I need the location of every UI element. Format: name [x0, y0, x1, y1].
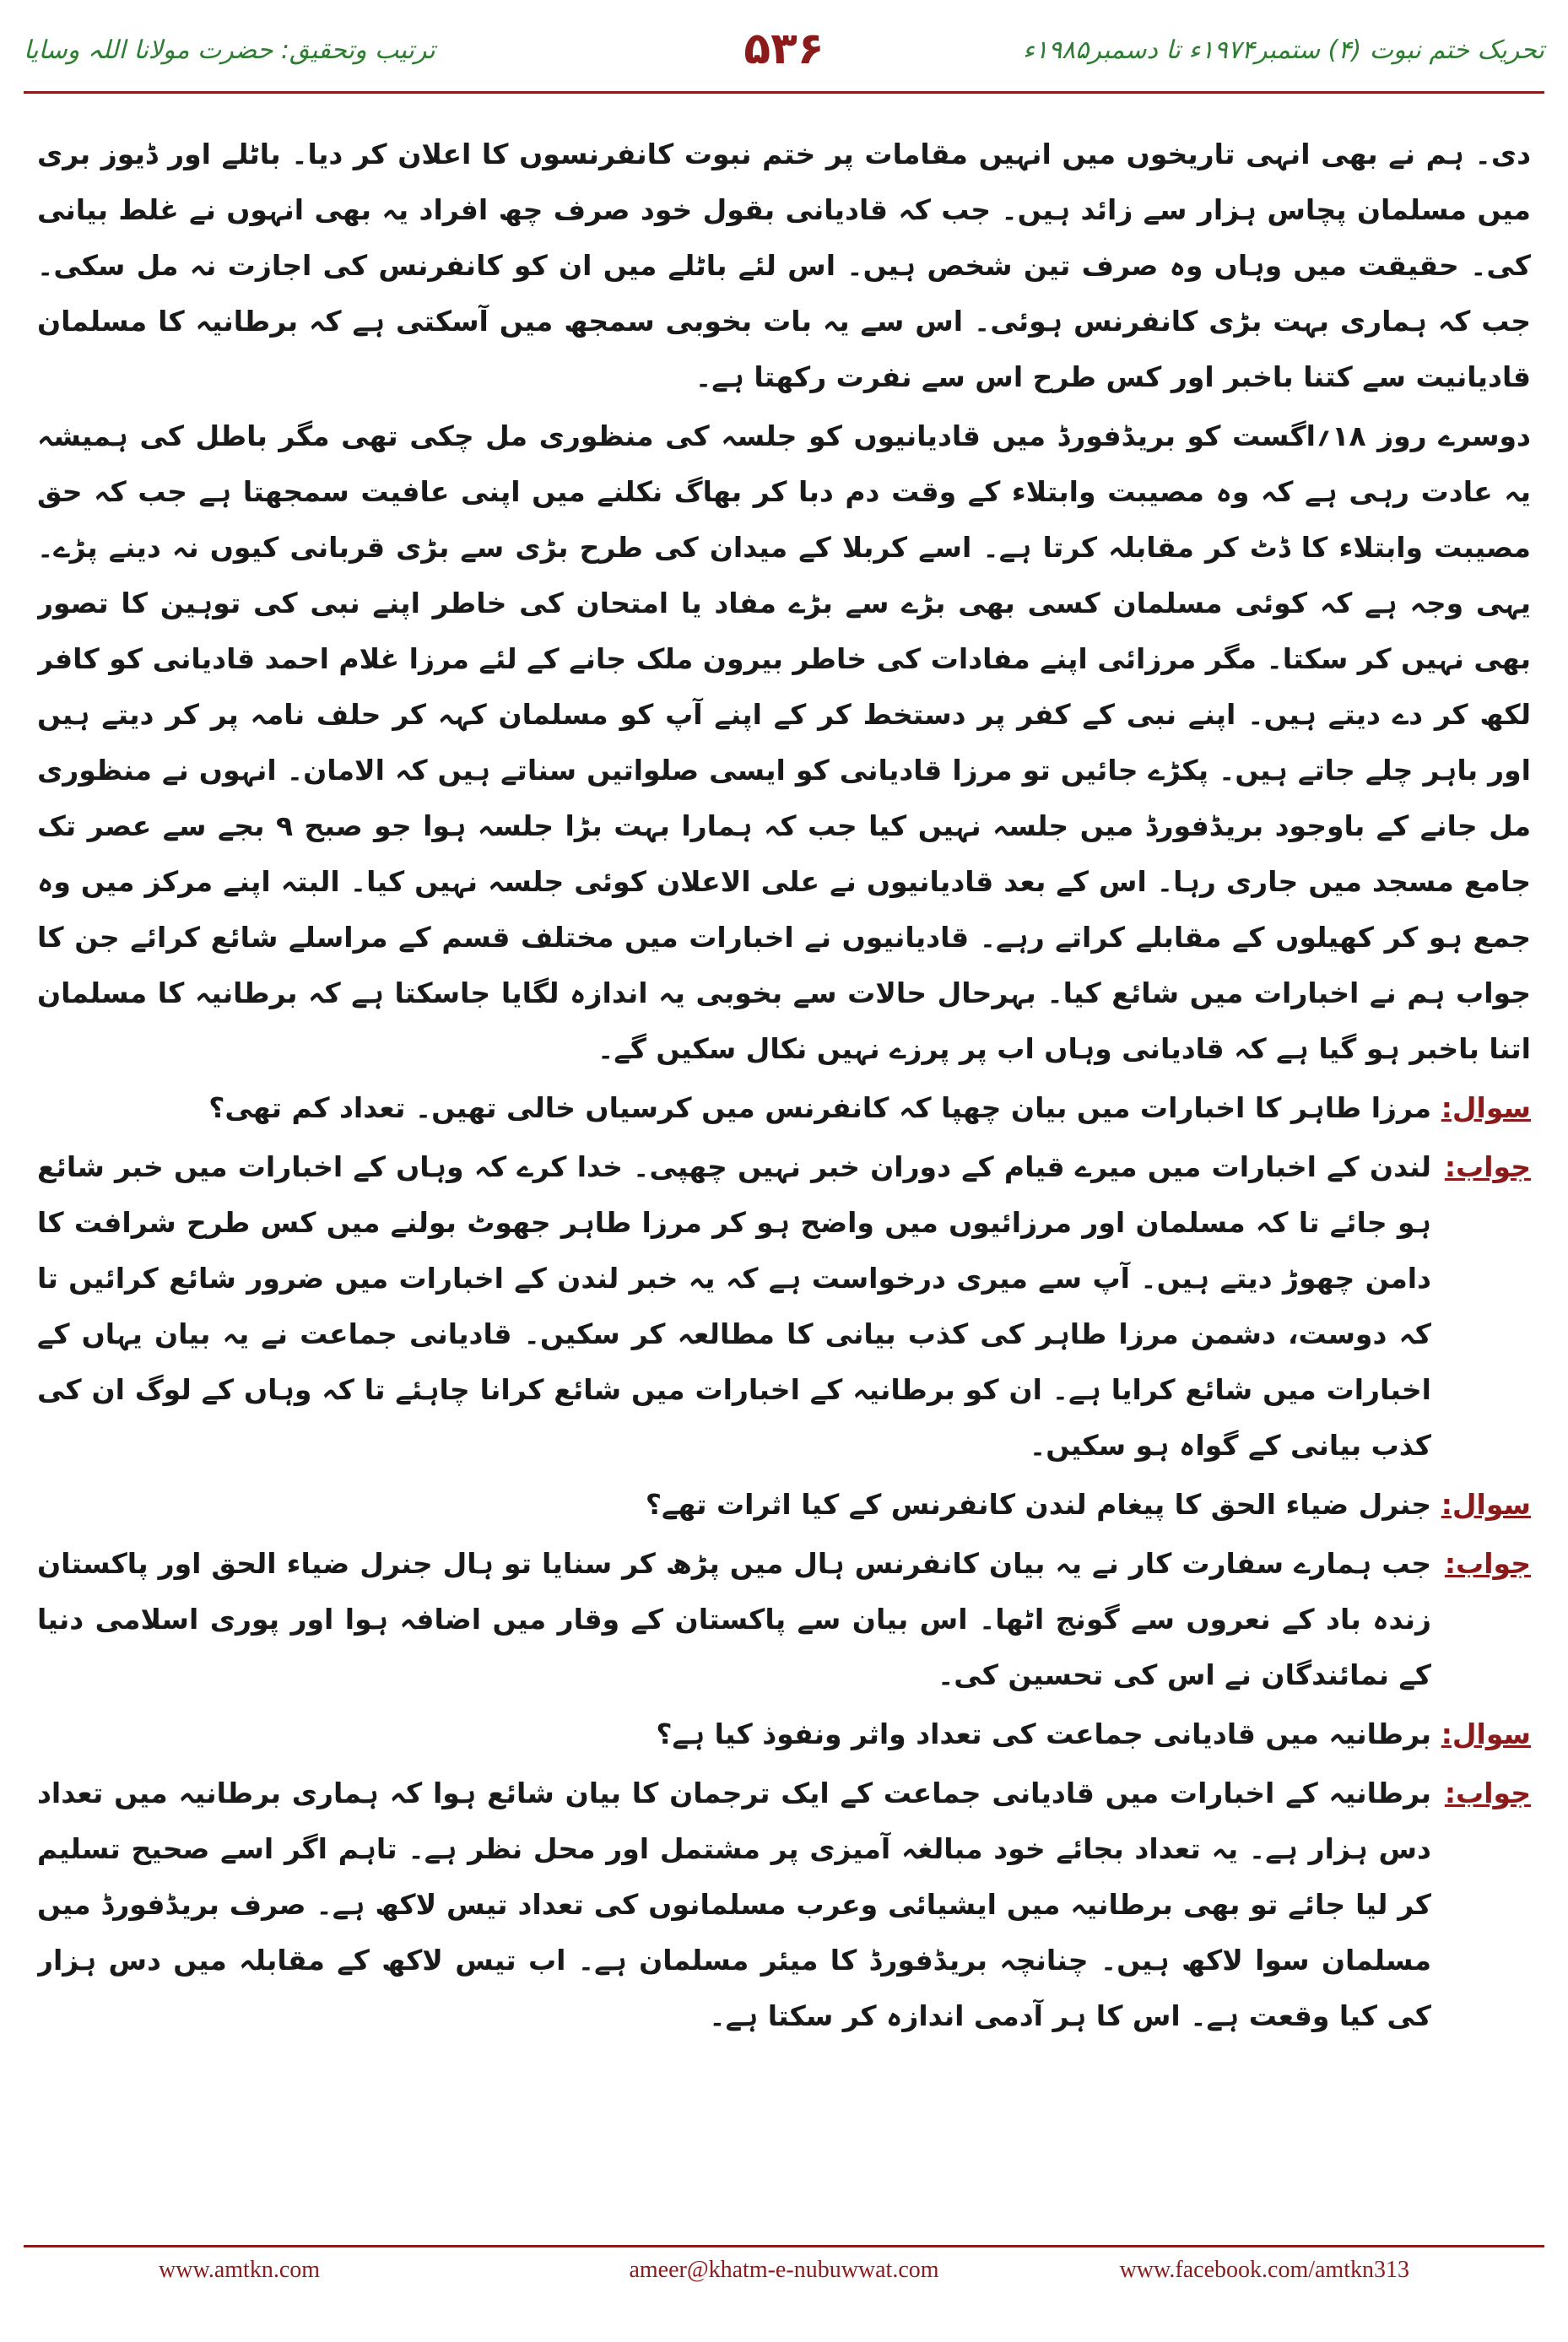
answer-text: لندن کے اخبارات میں میرے قیام کے دوران خبر نہیں چھپی۔ خدا کرے کہ وہاں کے اخبارات میں خبر شائع ہو جائے تا کہ مسلمان اور مرزائیوں میں واضح ہو کر مرزا طاہر جھوٹ بولنے میں کس طرح شرافت کا دامن چھوڑ دیتے ہیں۔ آپ سے میری درخواست ہے کہ یہ خبر لندن کے اخبارات میں ضرور شائع کرائیں تا کہ دوست، دشمن مرزا طاہر کی کذب بیانی کا مطالعہ کر سکیں۔ قادیانی جماعت نے یہ بیان یہاں کے اخبارات میں شائع کرایا ہے۔ ان کو برطانیہ کے اخبارات میں شائع کرانا چاہئے تا کہ وہاں کے لوگ ان کی کذب بیانی کے گواہ ہو سکیں۔: [37, 1150, 1431, 1462]
qa-item: [37, 1706, 1531, 1762]
page-footer: [24, 2253, 1544, 2296]
qa-item: [37, 1477, 1531, 1533]
answer-text: برطانیہ کے اخبارات میں قادیانی جماعت کے ایک ترجمان کا بیان شائع ہوا کہ ہماری برطانیہ میں تعداد دس ہزار ہے۔ یہ تعداد بجائے خود مبالغہ آمیزی پر مشتمل اور محل نظر ہے۔ تاہم اگر اسے صحیح تسلیم کر لیا جائے تو بھی برطانیہ میں ایشیائی وعرب مسلمانوں کی تعداد تیس لاکھ ہے۔ صرف بریڈفورڈ میں مسلمان سوا لاکھ ہیں۔ چنانچہ بریڈفورڈ کا میئر مسلمان ہے۔ اب تیس لاکھ کے مقابلہ میں دس ہزار کی کیا وقعت ہے۔ اس کا ہر آدمی اندازہ کر سکتا ہے۔: [37, 1777, 1431, 2032]
email-link[interactable]: ameer@khatm-e-nubuwwat.com: [629, 2257, 939, 2283]
page-header: [24, 24, 1544, 91]
body-paragraph: دوسرے روز ۱۸؍اگست کو بریڈفورڈ میں قادیانیوں کو جلسہ کی منظوری مل چکی تھی مگر باطل کی ہمیشہ یہ عادت رہی ہے کہ وہ مصیبت وابتلاء کے وقت دم دبا کر بھاگ نکلنے میں اپنی عافیت سمجھتا ہے جب کہ حق مصیبت وابتلاء کا ڈٹ کر مقابلہ کرتا ہے۔ اسے کربلا کے میدان کی طرح بڑی سے بڑی قربانی کیوں نہ دینے پڑے۔ یہی وجہ ہے کہ کوئی مسلمان کسی بھی بڑے سے بڑے مفاد یا امتحان کی خاطر اپنے نبی کی توہین کا تصور بھی نہیں کر سکتا۔ مگر مرزائی اپنے مفادات کی خاطر بیرون ملک جانے کے لئے مرزا غلام احمد قادیانی کو کافر لکھ کر دے دیتے ہیں۔ اپنے نبی کے کفر پر دستخط کر کے اپنے آپ کو مسلمان کہہ کر حلف نامہ پر کر دیتے ہیں اور باہر چلے جاتے ہیں۔ پکڑے جائیں تو مرزا قادیانی کو ایسی صلواتیں سناتے ہیں کہ الامان۔ انہوں نے منظوری مل جانے کے باوجود بریڈفورڈ میں جلسہ نہیں کیا جب کہ ہمارا بہت بڑا جلسہ ہوا جو صبح ۹ بجے سے عصر تک جامع مسجد میں جاری رہا۔ اس کے بعد قادیانیوں نے علی الاعلان کوئی جلسہ نہیں کیا۔ البتہ اپنے مرکز میں وہ جمع ہو کر کھیلوں کے مقابلے کراتے رہے۔ قادیانیوں نے اخبارات میں مختلف قسم کے مراسلے شائع کرائے جن کا جواب ہم نے اخبارات میں شائع کیا۔ بہرحال حالات سے بخوبی یہ اندازہ لگایا جاسکتا ہے کہ برطانیہ کا مسلمان اتنا باخبر ہو گیا ہے کہ قادیانی وہاں اب پر پرزے نہیں نکال سکیں گے۔: [37, 419, 1531, 1065]
answer-label: جواب:: [1444, 1150, 1531, 1183]
body-paragraph: دی۔ ہم نے بھی انہی تاریخوں میں انہیں مقامات پر ختم نبوت کانفرنسوں کا اعلان کر دیا۔ باٹلے اور ڈیوز بری میں مسلمان پچاس ہزار سے زائد ہیں۔ جب کہ قادیانی بقول خود صرف چھ افراد یہ بھی انہوں نے غلط بیانی کی۔ حقیقت میں وہاں وہ صرف تین شخص ہیں۔ اس لئے باٹلے میں ان کو کانفرنس کی اجازت نہ مل سکی۔ جب کہ ہماری بہت بڑی کانفرنس ہوئی۔ اس سے یہ بات بخوبی سمجھ میں آسکتی ہے کہ برطانیہ کا مسلمان قادیانیت سے کتنا باخبر اور کس طرح اس سے نفرت رکھتا ہے۔: [37, 138, 1531, 393]
header-divider: [24, 91, 1544, 94]
qa-item: [37, 1139, 1531, 1474]
website-link[interactable]: www.amtkn.com: [159, 2257, 321, 2283]
answer-text: جب ہمارے سفارت کار نے یہ بیان کانفرنس ہال میں پڑھ کر سنایا تو ہال جنرل ضیاء الحق اور پاکستان زندہ باد کے نعروں سے گونج اٹھا۔ اس بیان سے پاکستان کے وقار میں اضافہ ہوا اور پوری اسلامی دنیا کے نمائندگان نے اس کی تحسین کی۔: [37, 1547, 1431, 1691]
article-body: [37, 127, 1531, 2220]
answer-label: جواب:: [1444, 1547, 1531, 1580]
qa-item: [37, 1080, 1531, 1136]
qa-item: [37, 1766, 1531, 2044]
question-text: جنرل ضیاء الحق کا پیغام لندن کانفرنس کے کیا اثرات تھے؟: [645, 1488, 1431, 1521]
question-label: سوال:: [1441, 1091, 1531, 1124]
series-title: تحریک ختم نبوت (۴) ستمبر۱۹۷۴ء تا دسمبر۱۹۸۵ء: [1022, 35, 1544, 65]
compiler-credit: ترتیب وتحقیق: حضرت مولانا اللہ وسایا: [24, 35, 435, 65]
answer-label: جواب:: [1444, 1777, 1531, 1809]
question-label: سوال:: [1441, 1717, 1531, 1750]
page-number: ۵۳۶: [743, 24, 825, 74]
qa-item: [37, 1536, 1531, 1703]
question-text: مرزا طاہر کا اخبارات میں بیان چھپا کہ کانفرنس میں کرسیاں خالی تھیں۔ تعداد کم تھی؟: [208, 1091, 1431, 1124]
footer-divider: [24, 2245, 1544, 2247]
question-label: سوال:: [1441, 1488, 1531, 1521]
question-text: برطانیہ میں قادیانی جماعت کی تعداد واثر ونفوذ کیا ہے؟: [656, 1717, 1431, 1750]
facebook-link[interactable]: www.facebook.com/amtkn313: [1119, 2257, 1409, 2283]
